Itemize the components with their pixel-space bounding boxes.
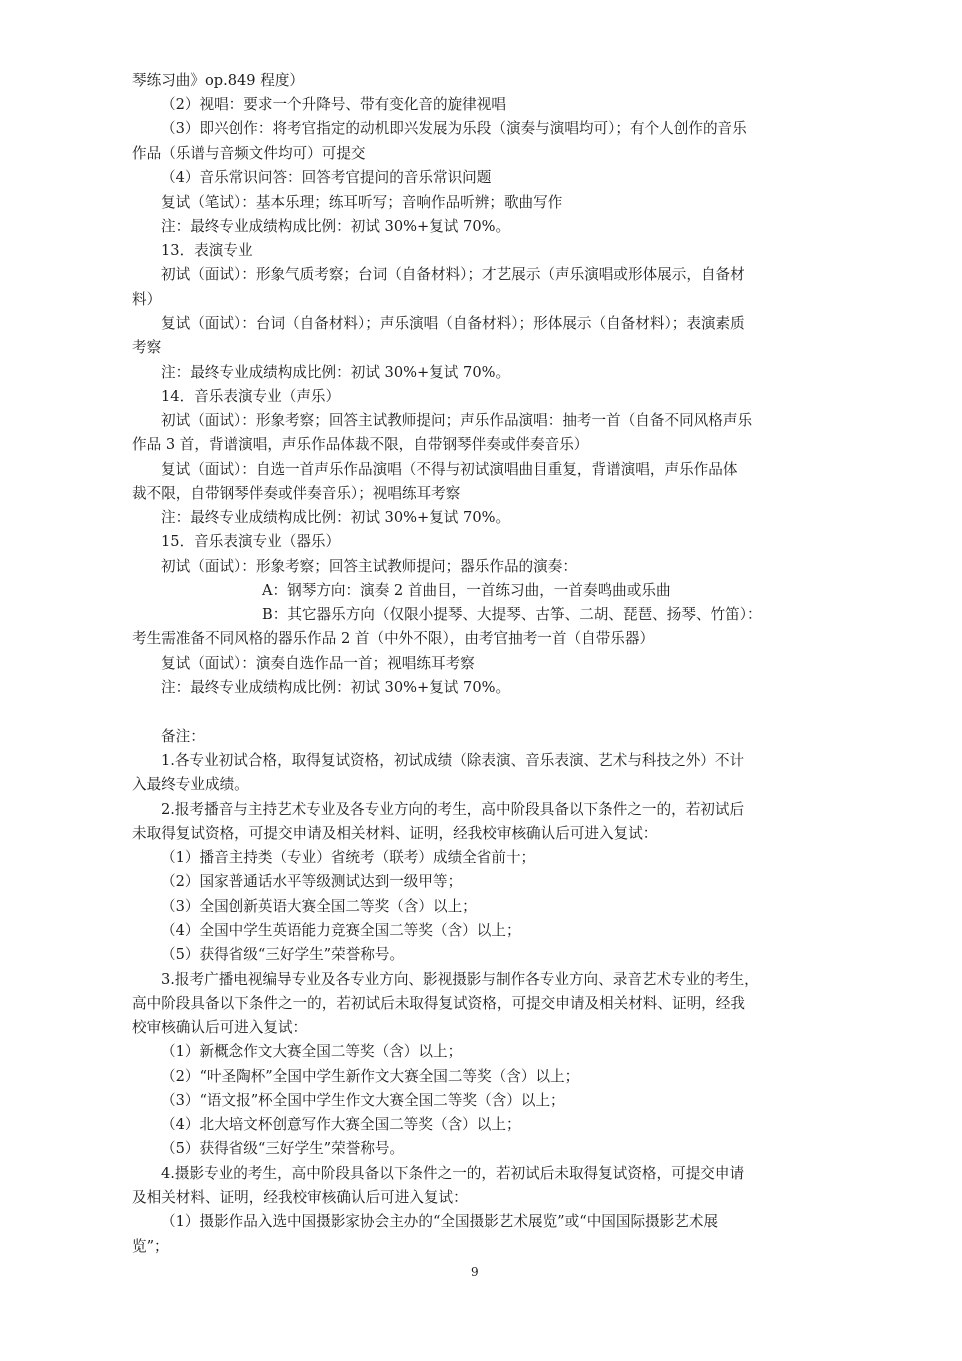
text-line: 览”；: [132, 1238, 169, 1255]
text-line: 作品 3 首，背谱演唱，声乐作品体裁不限，自带钢琴伴奏或伴奏音乐）: [132, 436, 589, 453]
section-heading: 15．音乐表演专业（器乐）: [161, 533, 341, 550]
page-number: 9: [471, 1265, 479, 1279]
text-line: 复试（笔试）：基本乐理；练耳听写；音响作品听辨；歌曲写作: [161, 194, 563, 211]
text-line: 考察: [132, 339, 162, 356]
text-line: 未取得复试资格，可提交申请及相关材料、证明，经我校审核确认后可进入复试：: [132, 825, 658, 842]
text-line: （5）获得省级“三好学生”荣誉称号。: [161, 946, 405, 963]
text-line: 注：最终专业成绩构成比例：初试 30%+复试 70%。: [161, 509, 511, 526]
text-line: （1）摄影作品入选中国摄影家协会主办的“全国摄影艺术展览”或“中国国际摄影艺术展: [161, 1213, 719, 1230]
text-line: （3）即兴创作：将考官指定的动机即兴发展为乐段（演奏与演唱均可）；有个人创作的音乐: [161, 120, 747, 137]
text-line: 琴练习曲》op.849 程度）: [132, 72, 305, 89]
text-line: 初试（面试）：形象气质考察；台词（自备材料）；才艺展示（声乐演唱或形体展示，自备材: [161, 266, 745, 283]
text-line: 校审核确认后可进入复试：: [132, 1019, 308, 1036]
text-line: 复试（面试）：自选一首声乐作品演唱（不得与初试演唱曲目重复，背谱演唱，声乐作品体: [161, 461, 738, 478]
text-line: 注：最终专业成绩构成比例：初试 30%+复试 70%。: [161, 679, 511, 696]
text-line: （5）获得省级“三好学生”荣誉称号。: [161, 1140, 405, 1157]
text-line: （4）音乐常识问答：回答考官提问的音乐常识问题: [161, 169, 492, 186]
text-line: 初试（面试）：形象考察；回答主试教师提问；声乐作品演唱：抽考一首（自备不同风格声乐: [161, 412, 753, 429]
text-line: （2）国家普通话水平等级测试达到一级甲等；: [161, 873, 463, 890]
text-line: 4.摄影专业的考生，高中阶段具备以下条件之一的，若初试后未取得复试资格，可提交申请: [161, 1165, 745, 1182]
text-line: 及相关材料、证明，经我校审核确认后可进入复试：: [132, 1189, 468, 1206]
text-line: 复试（面试）：演奏自选作品一首；视唱练耳考察: [161, 655, 475, 672]
text-line: A：钢琴方向：演奏 2 首曲目，一首练习曲，一首奏鸣曲或乐曲: [262, 582, 671, 599]
text-line: 注：最终专业成绩构成比例：初试 30%+复试 70%。: [161, 364, 511, 381]
section-heading: 14．音乐表演专业（声乐）: [161, 388, 341, 405]
text-line: 3.报考广播电视编导专业及各专业方向、影视摄影与制作各专业方向、录音艺术专业的考生，: [161, 971, 759, 988]
section-heading: 13．表演专业: [161, 242, 253, 259]
text-line: （1）新概念作文大赛全国二等奖（含）以上；: [161, 1043, 463, 1060]
text-line: （4）全国中学生英语能力竞赛全国二等奖（含）以上；: [161, 922, 521, 939]
text-line: 2.报考播音与主持艺术专业及各专业方向的考生，高中阶段具备以下条件之一的，若初试后: [161, 801, 745, 818]
text-line: （1）播音主持类（专业）省统考（联考）成绩全省前十；: [161, 849, 536, 866]
text-line: （4）北大培文杯创意写作大赛全国二等奖（含）以上；: [161, 1116, 521, 1133]
text-line: 考生需准备不同风格的器乐作品 2 首（中外不限），由考官抽考一首（自带乐器）: [132, 630, 655, 647]
text-line: （3）“语文报”杯全国中学生作文大赛全国二等奖（含）以上；: [161, 1092, 565, 1109]
text-line: 注：最终专业成绩构成比例：初试 30%+复试 70%。: [161, 218, 511, 235]
notes-heading: 备注：: [161, 728, 205, 745]
text-line: （2）视唱：要求一个升降号、带有变化音的旋律视唱: [161, 96, 506, 113]
text-line: 1.各专业初试合格，取得复试资格，初试成绩（除表演、音乐表演、艺术与科技之外）不计: [161, 752, 745, 769]
text-line: 料）: [132, 291, 162, 308]
text-line: 裁不限，自带钢琴伴奏或伴奏音乐）；视唱练耳考察: [132, 485, 461, 502]
text-line: 复试（面试）：台词（自备材料）；声乐演唱（自备材料）；形体展示（自备材料）；表演素质: [161, 315, 745, 332]
text-line: 高中阶段具备以下条件之一的，若初试后未取得复试资格，可提交申请及相关材料、证明，经我: [132, 995, 745, 1012]
text-line: 作品（乐谱与音频文件均可）可提交: [132, 145, 366, 162]
text-line: B：其它器乐方向（仅限小提琴、大提琴、古筝、二胡、琵琶、扬琴、竹笛）：: [262, 606, 762, 623]
text-line: 初试（面试）：形象考察；回答主试教师提问；器乐作品的演奏：: [161, 558, 577, 575]
text-line: （3）全国创新英语大赛全国二等奖（含）以上；: [161, 898, 477, 915]
text-line: （2）“叶圣陶杯”全国中学生新作文大赛全国二等奖（含）以上；: [161, 1068, 580, 1085]
text-line: 入最终专业成绩。: [132, 776, 249, 793]
